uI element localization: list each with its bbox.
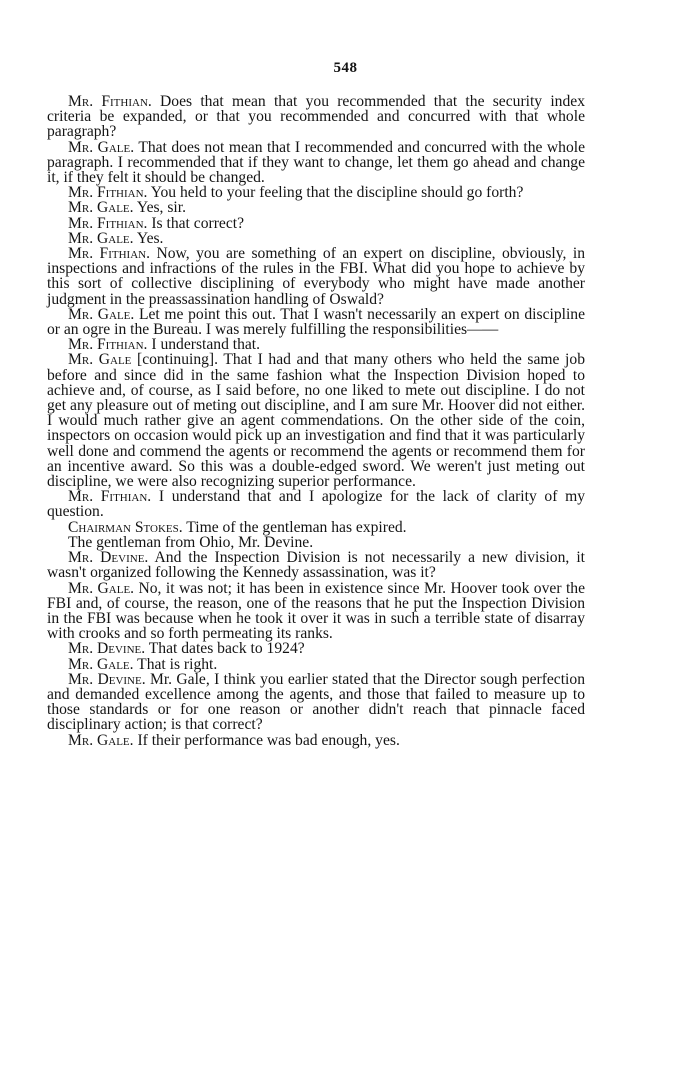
speaker-name: Mr. Devine. (68, 549, 149, 567)
transcript-paragraph (47, 535, 585, 550)
transcript-paragraph (47, 307, 585, 337)
speech-text: The gentleman from Ohio, Mr. Devine. (68, 533, 314, 551)
transcript-paragraph (47, 231, 585, 246)
transcript-paragraph (47, 246, 585, 307)
speech-text: You held to your feeling that the discipline should go forth? (147, 184, 524, 202)
speaker-name: Mr. Gale. (68, 199, 134, 217)
speaker-name: Chairman Stokes. (68, 518, 183, 536)
speaker-name: Mr. Fithian. (68, 184, 148, 202)
speech-text: Time of the gentleman has expired. (182, 518, 407, 536)
speaker-name: Mr. Fithian. (68, 245, 151, 263)
speech-text: Let me point this out. That I wasn't necessarily an expert on discipline or an ogre in the Bureau. I was merely fulfilling the responsibilities—— (47, 305, 585, 339)
speech-text: I understand that. (147, 336, 261, 354)
speaker-name: Mr. Fithian. (68, 214, 148, 232)
speaker-name: Mr. Fithian. (68, 336, 148, 354)
speech-text: That does not mean that I recommended and concurred with the whole paragraph. I recommended that if they want to change, let them go ahead and change it, if they felt it should be changed. (47, 138, 585, 187)
transcript-paragraph (47, 337, 585, 352)
speech-text: That dates back to 1924? (145, 640, 305, 658)
speaker-name: Mr. Devine. (68, 640, 146, 658)
speaker-name: Mr. Gale. (68, 138, 135, 156)
speech-text: Yes. (133, 229, 164, 247)
transcript-paragraph (47, 489, 585, 519)
transcript-paragraph (47, 672, 585, 733)
speaker-name: Mr. Fithian. (68, 488, 152, 506)
speech-text: Now, you are something of an expert on discipline, obviously, in inspections and infractions of the rules in the FBI. What did you hope to achieve by this sort of collective disciplining of everybody who might have made another judgment in the preassassination handling of Oswald? (47, 245, 585, 308)
speech-text: I understand that and I apologize for the lack of clarity of my question. (47, 488, 585, 521)
transcript-paragraph (47, 581, 585, 642)
speaker-name: Mr. Devine. (68, 670, 146, 688)
speaker-name: Mr. Gale. (68, 731, 134, 749)
speech-text: No, it was not; it has been in existence since Mr. Hoover took over the FBI and, of course, the reason, one of the reasons that he put the Inspection Division in the FBI was because when he took it over it was in such a terrible state of disarray with crooks and so forth permeating its ranks. (47, 579, 585, 643)
speech-text: Does that mean that you recommended that the security index criteria be expanded, or that you recommended and concurred with that whole paragraph? (47, 93, 585, 141)
speaker-name: Mr. Gale. (68, 579, 135, 597)
speech-text: Is that correct? (147, 214, 244, 232)
transcript-paragraph (47, 94, 585, 140)
transcript-paragraph (47, 185, 585, 200)
speaker-name: Mr. Gale. (68, 655, 134, 673)
transcript-paragraph (47, 657, 585, 672)
transcript-paragraph (47, 641, 585, 656)
transcript-paragraph (47, 550, 585, 580)
transcript-paragraph (47, 140, 585, 186)
transcript-paragraph (47, 733, 585, 748)
speech-text: And the Inspection Division is not necessarily a new division, it wasn't organized following the Kennedy assassination, was it? (47, 549, 585, 582)
speech-text: Yes, sir. (133, 199, 186, 217)
speaker-name: Mr. Gale (68, 351, 132, 369)
speech-text: Mr. Gale, I think you earlier stated that the Director sough perfection and demanded excellence among the agents, and those that failed to measure up to those standards or for one reason or another didn't reach that pinnacle faced disciplinary action; is that correct? (47, 670, 585, 734)
transcript-paragraph (47, 216, 585, 231)
speech-text: If their performance was bad enough, yes. (133, 731, 400, 749)
speech-text: That is right. (133, 655, 218, 673)
speaker-name: Mr. Gale. (68, 229, 134, 247)
transcript-paragraph (47, 352, 585, 489)
speaker-name: Mr. Fithian. (68, 93, 152, 110)
transcript-body (47, 94, 585, 748)
transcript-paragraph (47, 200, 585, 215)
speech-text: [continuing]. That I had and that many others who held the same job before and since did in the same fashion what the Inspection Division hoped to achieve and, of course, as I said before, no one liked to mete out discipline. I do not get any pleasure out of meting out discipline, and I am sure Mr. Hoover did not either. I would much rather give an agent commendations. On the other side of the coin, inspectors on occasion would pick up an investigation and find that it was particularly well done and commend the agents or recommend the agents or recommend them for an incentive award. So this was a double-edged sword. We weren't just meting out discipline, we were also recognizing superior performance. (47, 351, 585, 491)
transcript-paragraph (47, 520, 585, 535)
speaker-name: Mr. Gale. (68, 305, 135, 323)
page-number: 548 (333, 60, 358, 76)
